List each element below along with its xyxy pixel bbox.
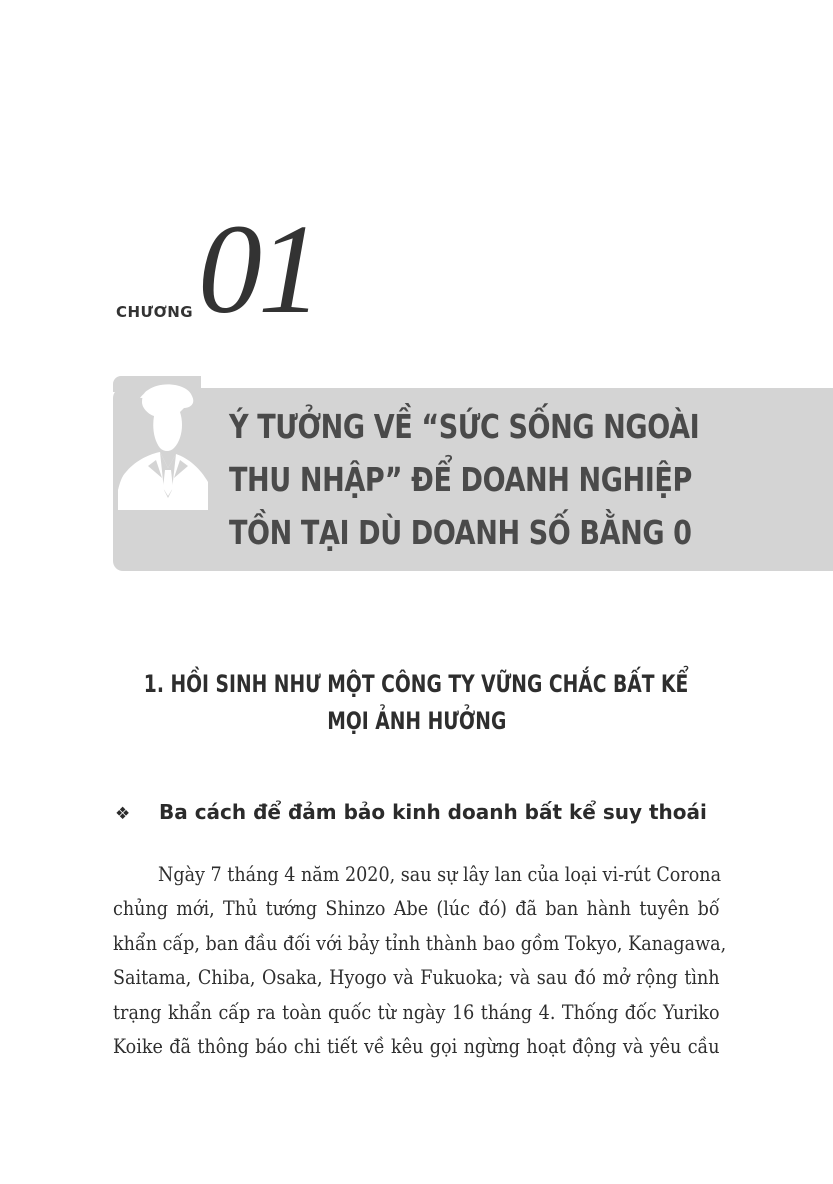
chapter-title-line: Ý TƯỞNG VỀ “SỨC SỐNG NGOÀI bbox=[229, 407, 700, 446]
subheading-text: Ba cách để đảm bảo kinh doanh bất kể suy thoái bbox=[159, 800, 707, 824]
section-heading bbox=[0, 666, 833, 740]
chapter-title-line: THU NHẬP” ĐỂ DOANH NGHIỆP bbox=[229, 460, 692, 499]
body-line: chủng mới, Thủ tướng Shinzo Abe (lúc đó) đã ban hành tuyên bố bbox=[113, 897, 720, 921]
chapter-title bbox=[229, 400, 705, 559]
subheading bbox=[115, 800, 707, 824]
diamond-bullet-icon: ❖ bbox=[115, 804, 131, 824]
body-line: Saitama, Chiba, Osaka, Hyogo và Fukuoka; và sau đó mở rộng tình bbox=[113, 966, 720, 990]
chapter-label: CHƯƠNG bbox=[116, 303, 194, 321]
businessman-silhouette-icon bbox=[118, 382, 210, 510]
section-heading-line: 1. HỒI SINH NHƯ MỘT CÔNG TY VỮNG CHẮC BẤT KỂ bbox=[144, 670, 689, 698]
body-line: khẩn cấp, ban đầu đối với bảy tỉnh thành bao gồm Tokyo, Kanagawa, bbox=[113, 931, 727, 955]
chapter-number: 01 bbox=[198, 198, 318, 340]
body-line: Koike đã thông báo chi tiết về kêu gọi ngừng hoạt động và yêu cầu bbox=[113, 1035, 720, 1059]
body-line: trạng khẩn cấp ra toàn quốc từ ngày 16 tháng 4. Thống đốc Yuriko bbox=[113, 1000, 720, 1024]
section-heading-line: MỌI ẢNH HƯỞNG bbox=[326, 707, 507, 735]
body-paragraph bbox=[113, 858, 727, 1064]
chapter-title-line: TỒN TẠI DÙ DOANH SỐ BẰNG 0 bbox=[229, 513, 692, 552]
body-line: Ngày 7 tháng 4 năm 2020, sau sự lây lan của loại vi-rút Corona bbox=[158, 863, 722, 886]
